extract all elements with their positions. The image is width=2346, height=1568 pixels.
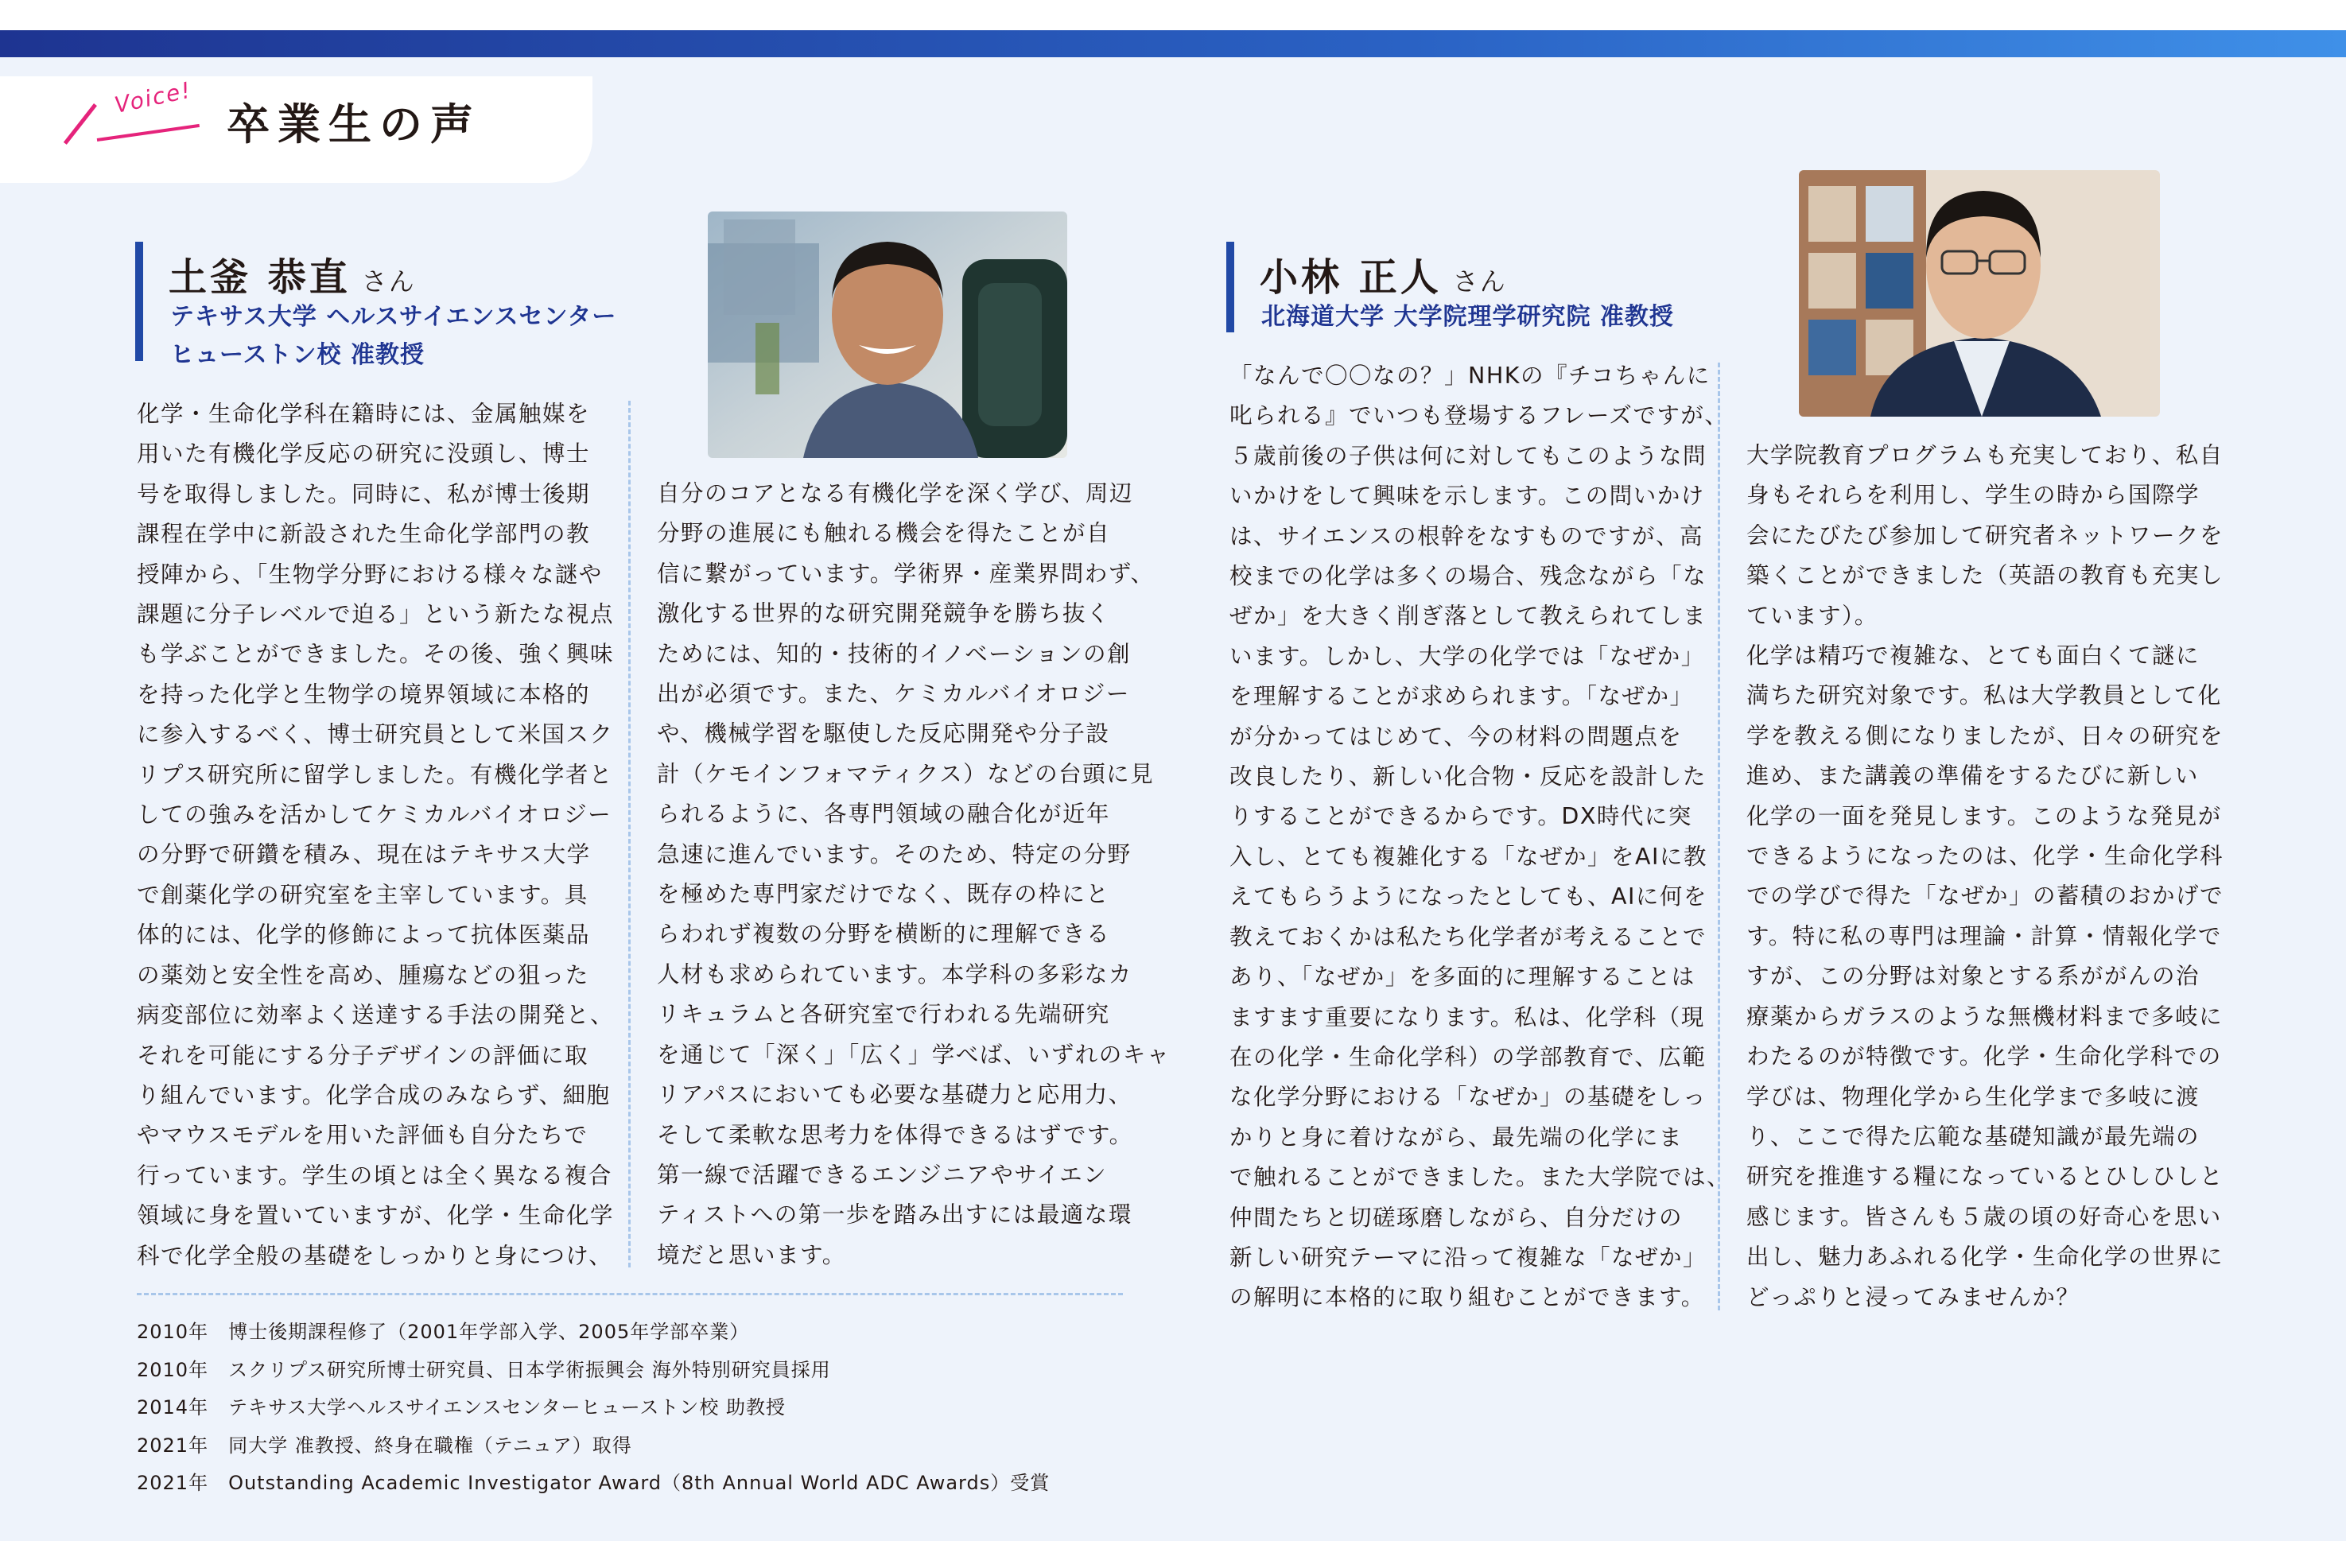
person2-affiliation: 北海道大学 大学院理学研究院 准教授 — [1261, 303, 1674, 331]
column-separator — [1718, 363, 1720, 1310]
person1-text-col2: 自分のコアとなる有機化学を深く学び、周辺 分野の進展にも触れる機会を得たことが自 信に繋がっています。学術界・産業界問わず、 激化する世界的な研究開発競争を勝ち抜く ためには、知的・技術的イノベーションの創 出が必須です。また、ケミカルバイオロジー や、機械学習を駆使した反応開発や分子設 計（ケモインフォマティクス）などの台頭に見 られるように、各専門領域の融合化が近年 急速に進んでいます。そのため、特定の分野 を極めた専門家だけでなく、既存の枠にと らわれず複数の分野を横断的に理解できる 人材も求められています。本学科の多彩なカ リキュラムと各研究室で行われる先端研究 を通じて「深く」「広く」学べば、いずれのキャ リアパスにおいても必要な基礎力と応用力、 そして柔軟な思考力を体得できるはずです。 第一線で活躍できるエンジニアやサイエン ティストへの第一歩を踏み出すには最適な環 境だと思います。 — [657, 480, 1171, 1268]
name-accent-bar — [135, 242, 143, 361]
person2-text-col2: 大学院教育プログラムも充実しており、私自 身もそれらを利用し、学生の時から国際学 会にたびたび参加して研究者ネットワークを 築くことができました（英語の教育も充実し ています）。 化学は精巧で複雑な、とても面白くて謎に 満ちた研究対象です。私は大学教員として化 学を教える側になりましたが、日々の研究を 進め、また講義の準備をするたびに新しい 化学の一面を発見します。このような発見が できるようになったのは、化学・生命化学科 での学びで得た「なぜか」の蓄積のおかげで す。特に私の専門は理論・計算・情報化学で すが、この分野は対象とする系ががんの治 療薬からガラスのような無機材料まで多岐に わたるのが特徴です。化学・生命化学科での 学びは、物理化学から生化学まで多岐に渡 り、ここで得た広範な基礎知識が最先端の 研究を推進する糧になっているとひしひしと 感じます。皆さんも５歳の頃の好奇心を思い 出し、魅力あふれる化学・生命化学の世界に どっぷりと浸ってみませんか？ — [1746, 442, 2224, 1310]
person2-name: 小林 正人 さん — [1260, 255, 1507, 300]
person1-affiliation: テキサス大学 ヘルスサイエンスセンター ヒューストン校 准教授 — [170, 303, 617, 369]
top-gradient-bar — [0, 30, 2346, 57]
column-separator — [628, 401, 631, 1267]
person1-photo — [708, 212, 1067, 458]
person2-photo — [1799, 170, 2160, 417]
person1-career: 2010年 博士後期課程修了（2001年学部入学、2005年学部卒業） 2010年 スクリプス研究所博士研究員、日本学術振興会 海外特別研究員採用 2014年 テキサス大学ヘルスサイエンスセンターヒューストン校 助教授 2021年 同大学 准教授、終身在職権（テニュア）取得 2021年 Outstanding Academic Investigator Award（8th Annual World ADC Awards）受賞 — [137, 1321, 1051, 1494]
career-separator — [137, 1293, 1123, 1295]
page-title: 卒業生の声 — [227, 99, 481, 149]
person1-name: 土釜 恭直 さん — [169, 255, 416, 300]
name-accent-bar — [1226, 242, 1234, 332]
voice-tag: Voice! — [112, 76, 195, 118]
person2-text-col1: 「なんで〇〇なの？」NHKの『チコちゃんに 叱られる』でいつも登場するフレーズですが、 ５歳前後の子供は何に対してもこのような問 いかけをして興味を示します。この問いかけ は、サイエンスの根幹をなすものですが、高 校までの化学は多くの場合、残念ながら「な ぜか」を大きく削ぎ落として教えられてしま います。しかし、大学の化学では「なぜか」 を理解することが求められます。「なぜか」 が分かってはじめて、今の材料の問題点を 改良したり、新しい化合物・反応を設計した りすることができるからです。DX時代に突 入し、とても複雑化する「なぜか」をAIに教 えてもらうようになったとしても、AIに何を 教えておくかは私たち化学者が考えることで あり、「なぜか」を多面的に理解することは ますます重要になります。私は、化学科（現 在の化学・生命化学科）の学部教育で、広範 な化学分野における「なぜか」の基礎をしっ かりと身に着けながら、最先端の化学にま で触れることができました。また大学院では、 仲間たちと切磋琢磨しながら、自分だけの 新しい研究テーマに沿って複雑な「なぜか」 の解明に本格的に取り組むことができます。 — [1229, 363, 1731, 1311]
person1-text-col1: 化学・生命化学科在籍時には、金属触媒を 用いた有機化学反応の研究に没頭し、博士 号を取得しました。同時に、私が博士後期 課程在学中に新設された生命化学部門の教 授陣から、「生物学分野における様々な謎や 課題に分子レベルで迫る」という新たな視点 も学ぶことができました。その後、強く興味 を持った化学と生物学の境界領域に本格的 に参入するべく、博士研究員として米国スク リプス研究所に留学しました。有機化学者と しての強みを活かしてケミカルバイオロジー の分野で研鑽を積み、現在はテキサス大学 で創薬化学の研究室を主宰しています。具 体的には、化学的修飾によって抗体医薬品 の薬効と安全性を高め、腫瘍などの狙った 病変部位に効率よく送達する手法の開発と、 それを可能にする分子デザインの評価に取 り組んでいます。化学合成のみならず、細胞 やマウスモデルを用いた評価も自分たちで 行っています。学生の頃とは全く異なる複合 領域に身を置いていますが、化学・生命化学 科で化学全般の基礎をしっかりと身につけ、 — [137, 401, 615, 1269]
